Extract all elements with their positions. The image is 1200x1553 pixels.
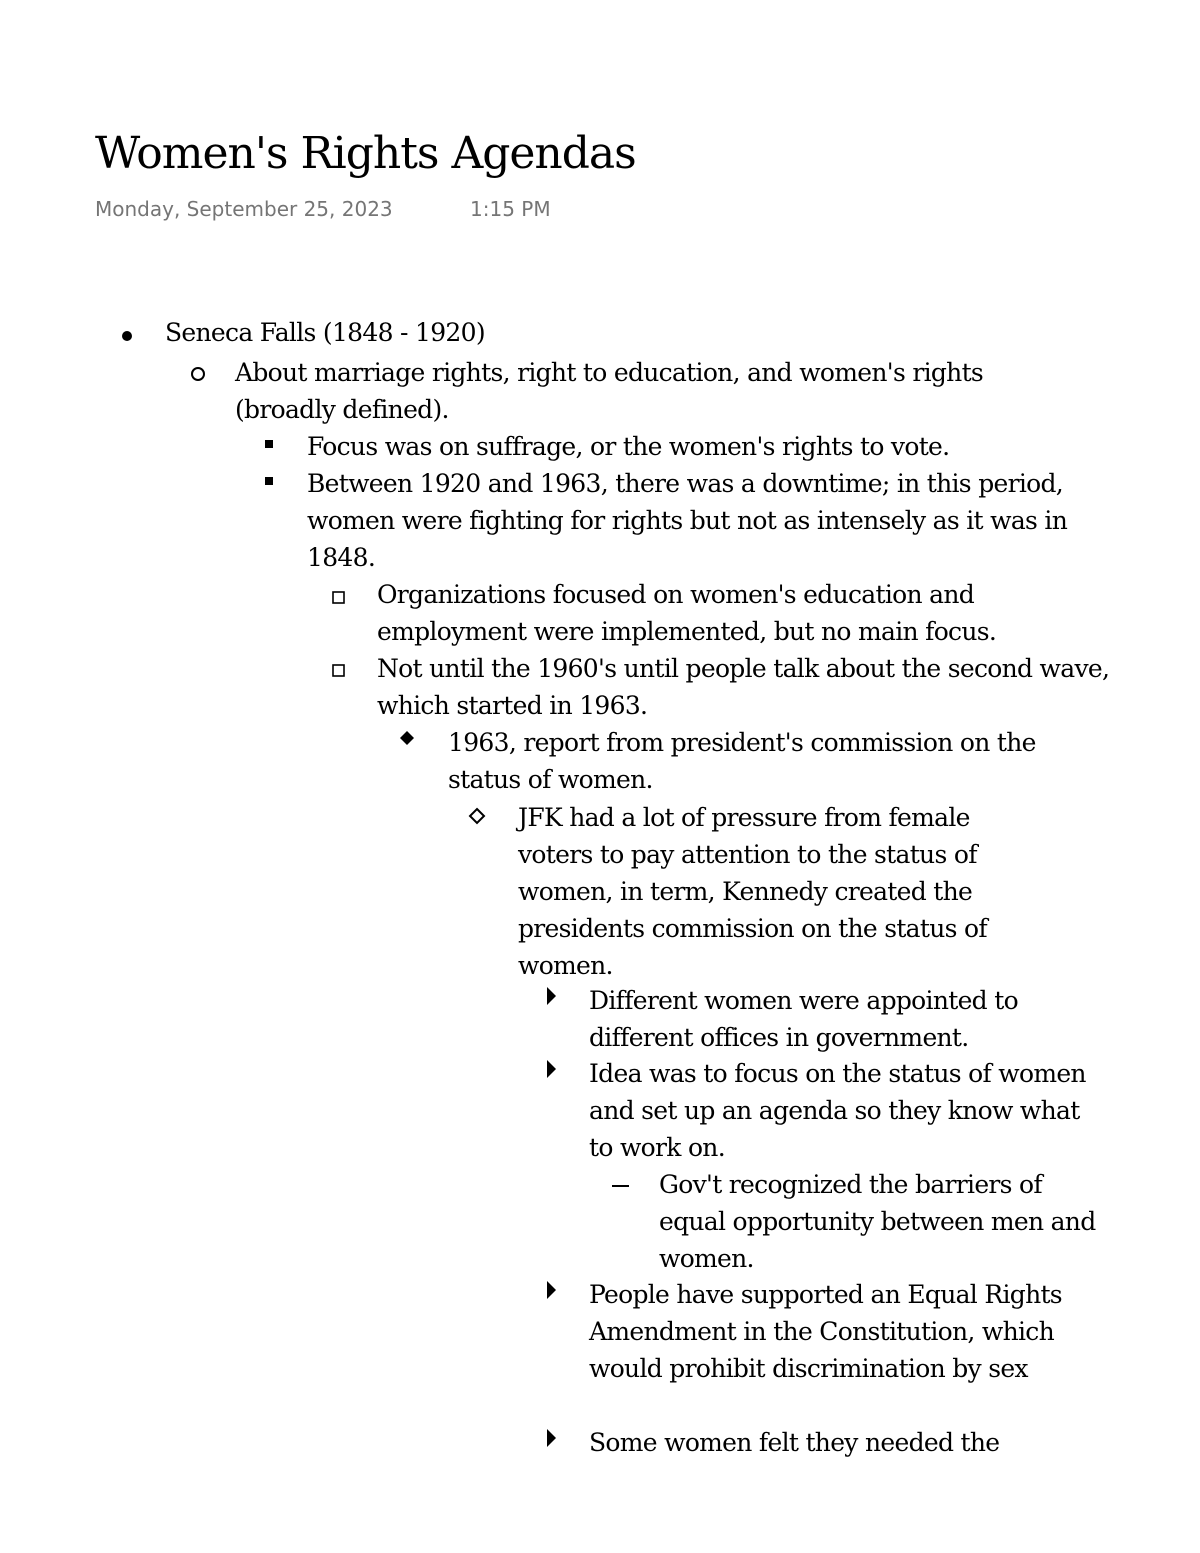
page-title: Women's Rights Agendas bbox=[95, 128, 636, 179]
hollow-diamond-icon bbox=[468, 799, 508, 846]
list-item-text: Focus was on suffrage, or the women's rights to vote. bbox=[307, 432, 950, 461]
circle-icon bbox=[190, 354, 230, 401]
triangle-right-icon bbox=[543, 1424, 583, 1471]
list-item bbox=[330, 576, 1115, 650]
disc-icon bbox=[125, 314, 165, 361]
list-item-text: 1963, report from president's commission on the status of women. bbox=[448, 728, 1036, 794]
list-item-text: Idea was to focus on the status of women and set up an agenda so they know what to work on. bbox=[589, 1059, 1086, 1162]
list-item-text: Gov't recognized the barriers of equal opportunity between men and women. bbox=[659, 1170, 1096, 1273]
list-item bbox=[190, 354, 1080, 428]
list-item bbox=[125, 314, 1165, 351]
list-item-text: Different women were appointed to different offices in government. bbox=[589, 986, 1018, 1052]
list-item-text: People have supported an Equal Rights Amendment in the Constitution, which would prohibit discrimination by sex bbox=[589, 1280, 1062, 1383]
list-item bbox=[468, 799, 1043, 984]
dash-icon bbox=[610, 1166, 650, 1213]
list-item-text: Not until the 1960's until people talk about the second wave, which started in 1963. bbox=[377, 654, 1110, 720]
page-time: 1:15 PM bbox=[470, 197, 551, 221]
list-item bbox=[262, 428, 1112, 465]
list-item-text: Organizations focused on women's education and employment were implemented, but no main focus. bbox=[377, 580, 997, 646]
list-item-text: JFK had a lot of pressure from female voters to pay attention to the status of women, in term, Kennedy created the presidents commission on the status of women. bbox=[518, 803, 987, 980]
list-item bbox=[330, 650, 1115, 724]
square-icon bbox=[262, 465, 302, 512]
list-item bbox=[398, 724, 1113, 798]
list-item bbox=[262, 465, 1112, 576]
hollow-square-icon bbox=[330, 576, 370, 623]
list-item-text: About marriage rights, right to education, and women's rights (broadly defined). bbox=[235, 358, 984, 424]
list-item bbox=[543, 1276, 1088, 1387]
list-item bbox=[543, 1424, 1088, 1461]
page-date: Monday, September 25, 2023 bbox=[95, 197, 393, 221]
triangle-right-icon bbox=[543, 982, 583, 1029]
list-item-text: Between 1920 and 1963, there was a downtime; in this period, women were fighting for rights but not as intensely as it was in 1848. bbox=[307, 469, 1068, 572]
list-item bbox=[543, 1055, 1088, 1166]
list-item-text: Seneca Falls (1848 - 1920) bbox=[165, 318, 485, 347]
diamond-icon bbox=[398, 724, 438, 771]
notes-outline bbox=[0, 314, 1200, 1457]
triangle-right-icon bbox=[543, 1055, 583, 1102]
list-item bbox=[543, 982, 1088, 1056]
list-item bbox=[610, 1166, 1100, 1277]
list-item-text: Some women felt they needed the bbox=[589, 1428, 1000, 1457]
triangle-right-icon bbox=[543, 1276, 583, 1323]
hollow-square-icon bbox=[330, 650, 370, 697]
